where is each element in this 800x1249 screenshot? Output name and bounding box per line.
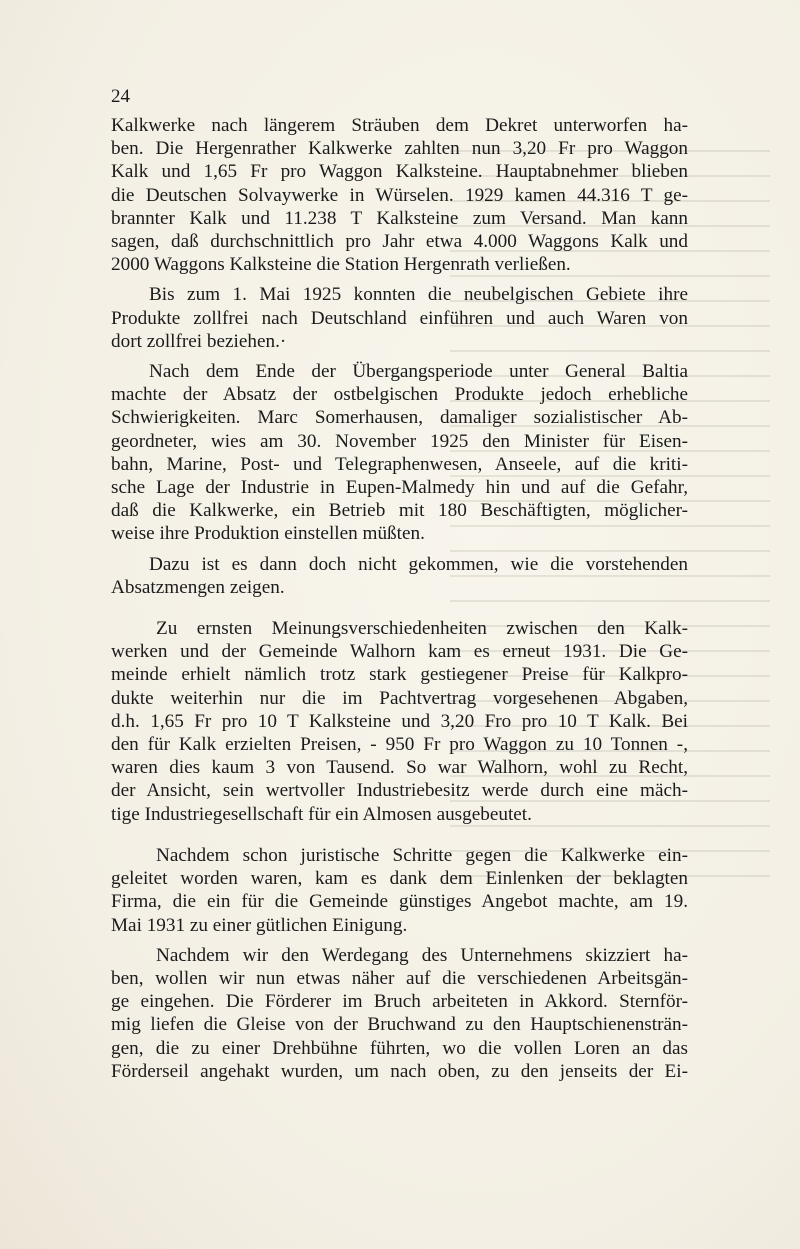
- text-line: Kalk und 1,65 Fr pro Waggon Kalksteine. Hauptabnehmer blieben: [111, 161, 688, 183]
- text-line: Dazu ist es dann doch nicht gekommen, wie die vorstehenden: [149, 553, 688, 575]
- text-line: ben, wollen wir nun etwas näher auf die verschiedenen Arbeitsgän-: [111, 967, 688, 989]
- text-line: der Ansicht, sein wertvoller Industriebesitz werde durch eine mäch-: [111, 780, 688, 802]
- text-line: weise ihre Produktion einstellen müßten.: [111, 523, 425, 545]
- text-line: sagen, daß durchschnittlich pro Jahr etwa 4.000 Waggons Kalk und: [111, 231, 688, 253]
- text-line: Schwierigkeiten. Marc Somerhausen, damaliger sozialistischer Ab-: [111, 407, 688, 429]
- text-line: Zu ernsten Meinungsverschiedenheiten zwischen den Kalk-: [156, 618, 688, 640]
- text-line: bahn, Marine, Post- und Telegraphenwesen, Anseele, auf die kriti-: [111, 453, 688, 475]
- text-line: gen, die zu einer Drehbühne führten, wo die vollen Loren an das: [111, 1037, 688, 1059]
- paragraph-3: [111, 360, 688, 546]
- text-line: Förderseil angehakt wurden, um nach oben, zu den jenseits der Ei-: [111, 1060, 688, 1082]
- text-line: Nachdem schon juristische Schritte gegen die Kalkwerke ein-: [156, 844, 688, 866]
- text-line: tige Industriegesellschaft für ein Almosen ausgebeutet.: [111, 803, 532, 825]
- text-line: Bis zum 1. Mai 1925 konnten die neubelgischen Gebiete ihre: [149, 284, 688, 306]
- text-line: geordneter, wies am 30. November 1925 den Minister für Eisen-: [111, 430, 688, 452]
- text-line: brannter Kalk und 11.238 T Kalksteine zum Versand. Man kann: [111, 207, 688, 229]
- text-line: Kalkwerke nach längerem Sträuben dem Dekret unterworfen ha-: [111, 115, 688, 136]
- text-line: Nach dem Ende der Übergangsperiode unter General Baltia: [149, 361, 688, 383]
- text-line: d.h. 1,65 Fr pro 10 T Kalksteine und 3,20 Fro pro 10 T Kalk. Bei: [111, 710, 688, 732]
- text-line: mig liefen die Gleise von der Bruchwand zu den Hauptschienensträn-: [111, 1014, 688, 1036]
- paragraph-1: [111, 114, 688, 276]
- text-line: sche Lage der Industrie in Eupen-Malmedy hin und auf die Gefahr,: [111, 477, 688, 499]
- text-line: Mai 1931 zu einer gütlichen Einigung.: [111, 914, 408, 936]
- text-line: Absatzmengen zeigen.: [111, 576, 285, 598]
- page-number: 24: [111, 86, 130, 107]
- text-line: waren dies kaum 3 von Tausend. So war Walhorn, wohl zu Recht,: [111, 757, 688, 779]
- paragraph-4: [111, 553, 688, 599]
- text-line: werken und der Gemeinde Walhorn kam es erneut 1931. Die Ge-: [111, 641, 688, 663]
- text-line: ge eingehen. Die Förderer im Bruch arbeiteten in Akkord. Sternför-: [111, 991, 688, 1013]
- text-line: geleitet worden waren, kam es dank dem Einlenken der beklagten: [111, 868, 688, 890]
- paragraph-7: [111, 944, 688, 1083]
- text-line: Nachdem wir den Werdegang des Unternehmens skizziert ha-: [156, 944, 688, 966]
- text-line: dort zollfrei beziehen.·: [111, 330, 287, 352]
- text-line: dukte weiterhin nur die im Pachtvertrag vorgesehenen Abgaben,: [111, 687, 688, 709]
- body-text: [111, 114, 688, 1090]
- text-line: 2000 Waggons Kalksteine die Station Hergenrath verließen.: [111, 254, 571, 276]
- text-line: ben. Die Hergenrather Kalkwerke zahlten nun 3,20 Fr pro Waggon: [111, 138, 688, 160]
- paragraph-5: [111, 617, 688, 826]
- paragraph-6: [111, 844, 688, 937]
- text-line: Produkte zollfrei nach Deutschland einführen und auch Waren von: [111, 307, 688, 329]
- text-line: die Deutschen Solvaywerke in Würselen. 1929 kamen 44.316 T ge-: [111, 184, 688, 206]
- text-line: Firma, die ein für die Gemeinde günstiges Angebot machte, am 19.: [111, 891, 688, 913]
- text-line: daß die Kalkwerke, ein Betrieb mit 180 Beschäftigten, möglicher-: [111, 500, 688, 522]
- text-line: machte der Absatz der ostbelgischen Produkte jedoch erhebliche: [111, 384, 688, 406]
- text-line: den für Kalk erzielten Preisen, - 950 Fr pro Waggon zu 10 Tonnen -,: [111, 734, 688, 756]
- paragraph-2: [111, 283, 688, 353]
- text-line: meinde erhielt nämlich trotz stark gestiegener Preise für Kalkpro-: [111, 664, 688, 686]
